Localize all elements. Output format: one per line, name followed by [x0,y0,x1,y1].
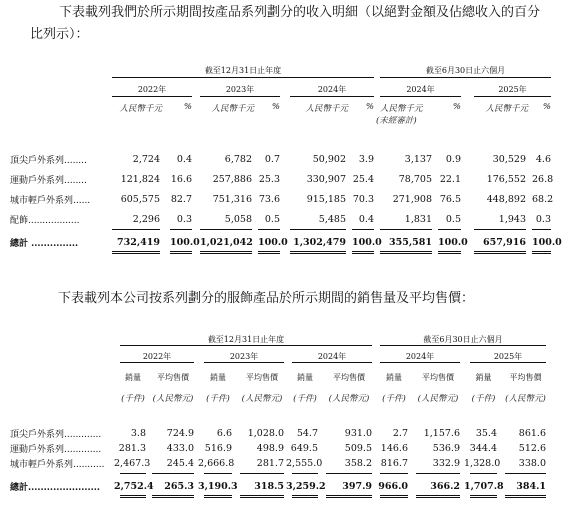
row-value: 82.7 [170,194,192,205]
row-value: 358.2 [344,458,372,469]
volume-header: 銷量 [297,373,313,382]
row-value: 2.7 [392,428,408,439]
row-value: 816.7 [380,458,408,469]
subtotal-rule [380,229,432,230]
total-rule [380,251,432,254]
row-label: 運動戶外系列............. [10,445,102,455]
row-value: 0.3 [535,214,551,225]
row-value: 121,824 [120,174,160,185]
price-unit: (人民幣元) [152,394,194,404]
total-rule [470,495,497,498]
row-value: 25.3 [258,174,280,185]
row-value: 70.3 [352,194,374,205]
row-value: 3.9 [358,154,374,165]
row-value: 2,555.0 [286,458,323,469]
volume-header: 銷量 [475,373,492,382]
subtotal-rule [258,229,280,230]
year-header: 2024年 [405,352,435,361]
total-label: 總計 ............... [10,239,79,249]
year-rule [292,362,372,363]
year-rule [204,362,284,363]
total-rule [326,495,372,498]
year-header: 2025年 [493,352,523,361]
year-rule [474,96,551,97]
row-value: 536.9 [432,443,460,454]
subtotal-rule [240,473,284,474]
row-value: 724.9 [166,428,194,439]
total-rule [258,251,280,254]
row-value: 330,907 [306,174,346,185]
intro-paragraph: 下表載列我們於所示期間按產品系列劃分的收入明細（以絕對金額及佔總收入的百分比列示）： [30,5,541,42]
row-value: 5,485 [318,214,346,225]
total-value: 966.0 [378,481,408,492]
total-rule [474,251,526,254]
row-value: 931.0 [344,428,372,439]
unaudited-note: (未經審計) [376,116,417,126]
year-rule [290,96,374,97]
row-value: 2,467.3 [114,458,151,469]
unit-pct: % [452,102,461,112]
total-value: 1,707.8 [464,481,504,492]
row-value: 861.6 [518,428,546,439]
total-rule [380,495,408,498]
group-rule-h1 [380,77,551,78]
subtotal-rule [170,229,192,230]
total-rule [532,251,551,254]
row-label: 頂尖戶外系列........ [10,156,87,166]
subtotal-rule [416,473,460,474]
row-value: 751,316 [212,194,252,205]
year-header: 2024年 [317,352,347,361]
row-value: 6.6 [216,428,232,439]
row-value: 2,666.8 [198,458,235,469]
row-value: 2,296 [132,214,160,225]
year-header: 2023年 [225,85,255,94]
row-value: 498.9 [256,443,284,454]
row-value: 35.4 [475,428,497,439]
row-value: 6,782 [224,154,252,165]
row-value: 146.6 [380,443,408,454]
unit-rmb: 人民幣千元 [485,104,528,114]
subtotal-rule [204,473,232,474]
row-value: 1,328.0 [464,458,501,469]
group-rule-h1 [380,345,546,346]
row-value: 245.4 [166,458,194,469]
row-value: 54.7 [296,428,318,439]
subtotal-rule [292,473,318,474]
price-header: 平均售價 [246,373,278,382]
volume-header: 銷量 [210,373,226,382]
group-rule-fy [120,345,372,346]
row-value: 176,552 [486,174,526,185]
row-value: 338.0 [518,458,546,469]
total-value: 3,259.2 [286,481,326,492]
row-value: 332.9 [432,458,460,469]
subtotal-rule [380,473,408,474]
year-header: 2023年 [229,352,259,361]
total-value: 265.3 [164,481,194,492]
total-label: 總計....................... [10,483,101,493]
total-value: 100.0 [438,237,468,248]
row-value: 1,157.6 [423,428,460,439]
subtotal-rule [438,229,461,230]
volume-unit: (千件) [206,394,230,404]
row-label: 運動戶外系列........ [10,176,87,186]
row-value: 4.6 [535,154,551,165]
row-value: 78,705 [398,174,432,185]
row-value: 0.4 [176,154,192,165]
row-value: 509.5 [344,443,372,454]
unit-rmb: 人民幣千元 [305,104,348,114]
row-value: 448,892 [486,194,526,205]
row-value: 73.6 [258,194,280,205]
row-value: 512.6 [518,443,546,454]
subtotal-rule [290,229,346,230]
row-value: 516.9 [204,443,232,454]
total-rule [292,495,318,498]
row-value: 649.5 [290,443,318,454]
row-label: 城市輕戶外系列........... [10,460,105,470]
total-value: 366.2 [430,481,460,492]
total-value: 3,190.3 [198,481,238,492]
row-value: 281.7 [256,458,284,469]
group-header-six-months: 截至6月30日止六個月 [423,335,503,344]
row-value: 1,028.0 [247,428,284,439]
total-value: 1,302,479 [293,237,346,248]
unit-rmb: 人民幣千元 [119,104,162,114]
volume-unit: (千件) [382,394,406,404]
volume-unit: (千件) [293,394,317,404]
year-rule [380,362,460,363]
row-value: 257,886 [212,174,252,185]
row-value: 26.8 [532,174,554,185]
price-unit: (人民幣元) [505,394,546,404]
total-value: 384.1 [516,481,546,492]
unit-rmb: 人民幣千元 [380,104,423,114]
subtotal-rule [152,473,194,474]
row-value: 0.9 [445,154,461,165]
subtotal-rule [326,473,372,474]
row-value: 68.2 [532,194,554,205]
row-value: 271,908 [392,194,432,205]
year-header: 2024年 [317,85,347,94]
total-rule [505,495,546,498]
year-header: 2022年 [137,85,167,94]
row-value: 5,058 [224,214,252,225]
row-value: 2,724 [132,154,160,165]
total-rule [240,495,284,498]
total-value: 397.9 [342,481,372,492]
subtotal-rule [352,229,374,230]
volume-unit: (千件) [121,394,145,404]
unit-pct: % [183,102,192,112]
price-unit: (人民幣元) [241,394,283,404]
row-value: 1,943 [498,214,526,225]
row-value: 433.0 [166,443,194,454]
subtotal-rule [474,229,526,230]
unit-pct: % [271,102,280,112]
total-value: 732,419 [117,237,160,248]
volume-unit: (千件) [471,394,496,404]
row-label: 頂尖戶外系列............. [10,430,102,440]
year-header: 2025年 [498,85,527,94]
volume-header: 銷量 [386,373,402,382]
price-header: 平均售價 [333,373,365,382]
subtotal-rule [200,229,252,230]
row-value: 605,575 [120,194,160,205]
row-value: 30,529 [492,154,526,165]
total-value: 100.0 [352,237,382,248]
total-value: 100.0 [532,237,562,248]
total-value: 657,916 [483,237,526,248]
subtotal-rule [532,229,551,230]
row-value: 3,137 [404,154,432,165]
price-header: 平均售價 [157,373,189,382]
subtotal-rule [112,229,160,230]
total-value: 100.0 [170,237,200,248]
total-rule [204,495,232,498]
row-value: 16.6 [170,174,192,185]
year-rule [380,96,461,97]
total-rule [416,495,460,498]
row-value: 0.5 [264,214,280,225]
total-value: 100.0 [258,237,288,248]
price-unit: (人民幣元) [328,394,370,404]
unit-rmb: 人民幣千元 [211,104,254,114]
row-value: 0.4 [358,214,374,225]
price-header: 平均售價 [422,373,454,382]
total-rule [170,251,192,254]
subtotal-rule [470,473,497,474]
row-value: 76.5 [439,194,461,205]
group-rule-fy [112,77,374,78]
total-rule [290,251,346,254]
total-rule [112,251,160,254]
row-value: 0.7 [264,154,280,165]
total-rule [352,251,374,254]
total-rule [438,251,461,254]
row-value: 281.3 [118,443,146,454]
total-rule [120,495,146,498]
unit-pct: % [542,102,551,112]
total-rule [152,495,194,498]
price-header: 平均售價 [509,373,542,382]
group-header-fiscal-year: 截至12月31日止年度 [204,66,282,75]
year-header: 2024年 [406,85,435,94]
total-rule [200,251,252,254]
group-header-six-months: 截至6月30日止六個月 [425,66,506,75]
total-value: 1,021,042 [200,237,253,248]
row-value: 915,185 [306,194,346,205]
row-label: 城市輕戶外系列...... [10,196,91,206]
subtotal-rule [505,473,546,474]
year-rule [112,96,192,97]
total-value: 2,752.4 [114,481,154,492]
price-unit: (人民幣元) [417,394,459,404]
volume-header: 銷量 [125,373,141,382]
group-header-fiscal-year: 截至12月31日止年度 [207,335,285,344]
total-value: 318.5 [254,481,284,492]
row-value: 50,902 [312,154,346,165]
year-rule [120,362,194,363]
row-value: 1,831 [404,214,432,225]
year-rule [470,362,546,363]
year-header: 2022年 [142,352,172,361]
total-value: 355,581 [389,237,432,248]
subtotal-rule [120,473,146,474]
row-label: 配飾.................. [10,216,80,226]
row-value: 25.4 [352,174,374,185]
row-value: 0.3 [176,214,192,225]
row-value: 0.5 [445,214,461,225]
row-value: 3.8 [130,428,146,439]
sales-paragraph: 下表載列本公司按系列劃分的服飾產品於所示期間的銷售量及平均售價： [58,291,475,306]
unit-pct: % [365,102,374,112]
year-rule [200,96,280,97]
row-value: 344.4 [469,443,497,454]
row-value: 22.1 [439,174,461,185]
